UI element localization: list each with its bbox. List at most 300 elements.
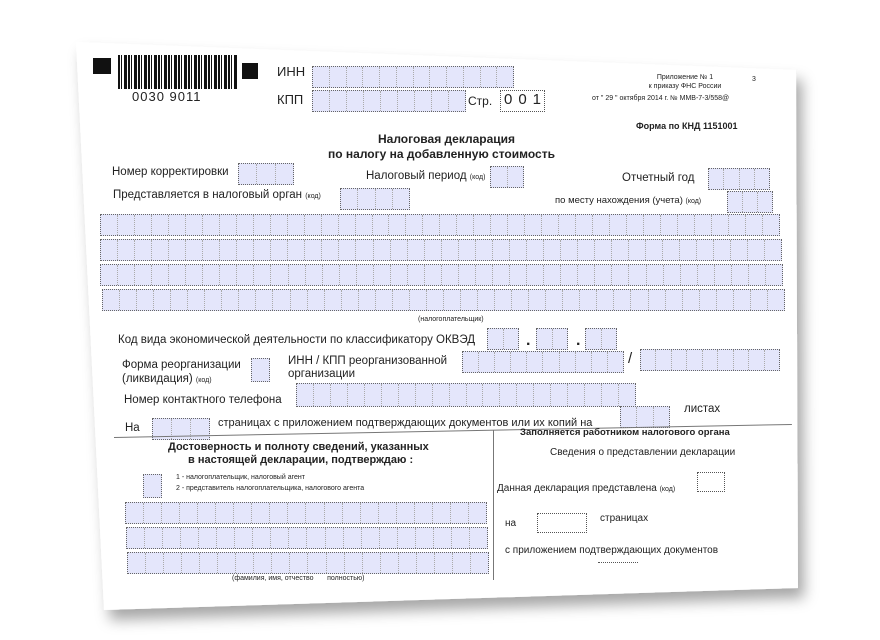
input-cell[interactable]	[649, 290, 666, 310]
input-cell[interactable]	[146, 553, 164, 573]
input-cell[interactable]	[180, 503, 198, 523]
input-cell[interactable]	[391, 265, 408, 285]
input-cell[interactable]	[152, 265, 169, 285]
input-cell[interactable]	[126, 503, 144, 523]
input-cell[interactable]	[339, 215, 356, 235]
input-cell[interactable]	[731, 240, 748, 260]
input-cell[interactable]	[459, 240, 476, 260]
input-cell[interactable]	[560, 352, 576, 372]
input-cell[interactable]	[493, 265, 510, 285]
input-cell[interactable]	[608, 352, 623, 372]
input-cell[interactable]	[602, 329, 617, 349]
input-cell[interactable]	[525, 215, 542, 235]
correction-input[interactable]	[238, 163, 294, 185]
input-cell[interactable]	[647, 265, 664, 285]
input-cell[interactable]	[451, 503, 469, 523]
input-cell[interactable]	[152, 215, 169, 235]
input-cell[interactable]	[399, 553, 417, 573]
input-cell[interactable]	[627, 215, 644, 235]
input-cell[interactable]	[734, 290, 751, 310]
okved-input-2[interactable]	[536, 328, 568, 350]
input-cell[interactable]	[602, 384, 619, 406]
input-cell[interactable]	[749, 350, 764, 370]
input-cell[interactable]	[495, 352, 511, 372]
input-cell[interactable]	[457, 215, 474, 235]
input-cell[interactable]	[305, 240, 322, 260]
input-cell[interactable]	[374, 240, 391, 260]
input-cell[interactable]	[444, 290, 461, 310]
input-cell[interactable]	[203, 215, 220, 235]
input-cell[interactable]	[199, 528, 217, 548]
input-cell[interactable]	[467, 384, 484, 406]
input-cell[interactable]	[561, 265, 578, 285]
input-cell[interactable]	[358, 189, 375, 209]
input-cell[interactable]	[476, 265, 493, 285]
input-cell[interactable]	[593, 215, 610, 235]
input-cell[interactable]	[504, 329, 519, 349]
input-cell[interactable]	[374, 265, 391, 285]
input-cell[interactable]	[442, 265, 459, 285]
input-cell[interactable]	[393, 290, 410, 310]
input-cell[interactable]	[619, 384, 635, 406]
input-cell[interactable]	[330, 67, 347, 87]
input-cell[interactable]	[511, 352, 527, 372]
input-cell[interactable]	[698, 265, 715, 285]
input-cell[interactable]	[363, 67, 380, 87]
input-cell[interactable]	[348, 384, 365, 406]
input-cell[interactable]	[308, 290, 325, 310]
input-cell[interactable]	[398, 528, 416, 548]
input-cell[interactable]	[500, 384, 517, 406]
input-cell[interactable]	[646, 240, 663, 260]
input-cell[interactable]	[529, 290, 546, 310]
input-cell[interactable]	[306, 265, 323, 285]
input-cell[interactable]	[347, 91, 364, 111]
input-cell[interactable]	[397, 67, 414, 87]
signer-name-row[interactable]	[125, 502, 487, 524]
input-cell[interactable]	[252, 359, 269, 381]
input-cell[interactable]	[427, 290, 444, 310]
input-cell[interactable]	[681, 265, 698, 285]
taxpayer-name-row[interactable]	[100, 264, 783, 286]
input-cell[interactable]	[586, 329, 602, 349]
input-cell[interactable]	[433, 503, 451, 523]
input-cell[interactable]	[493, 240, 510, 260]
input-cell[interactable]	[127, 528, 145, 548]
input-cell[interactable]	[306, 503, 324, 523]
location-input[interactable]	[727, 191, 773, 213]
input-cell[interactable]	[103, 290, 120, 310]
okved-input-3[interactable]	[585, 328, 617, 350]
input-cell[interactable]	[217, 528, 235, 548]
input-cell[interactable]	[307, 528, 325, 548]
input-cell[interactable]	[478, 290, 495, 310]
input-cell[interactable]	[683, 290, 700, 310]
input-cell[interactable]	[169, 265, 186, 285]
input-cell[interactable]	[237, 240, 254, 260]
input-cell[interactable]	[289, 528, 307, 548]
input-cell[interactable]	[728, 192, 743, 212]
input-cell[interactable]	[327, 553, 345, 573]
input-cell[interactable]	[425, 240, 442, 260]
docs-count-input[interactable]	[598, 562, 638, 563]
input-cell[interactable]	[239, 164, 257, 184]
tax-authority-input[interactable]	[340, 188, 410, 210]
input-cell[interactable]	[356, 215, 373, 235]
input-cell[interactable]	[474, 215, 491, 235]
input-cell[interactable]	[715, 265, 732, 285]
input-cell[interactable]	[203, 240, 220, 260]
input-cell[interactable]	[203, 265, 220, 285]
input-cell[interactable]	[305, 215, 322, 235]
input-cell[interactable]	[469, 503, 486, 523]
signer-type-input[interactable]	[143, 474, 162, 498]
input-cell[interactable]	[322, 240, 339, 260]
input-cell[interactable]	[137, 290, 154, 310]
input-cell[interactable]	[273, 290, 290, 310]
input-cell[interactable]	[749, 265, 766, 285]
input-cell[interactable]	[449, 91, 465, 111]
input-cell[interactable]	[580, 290, 597, 310]
input-cell[interactable]	[362, 528, 380, 548]
input-cell[interactable]	[597, 290, 614, 310]
taxpayer-name-row[interactable]	[102, 289, 785, 311]
input-cell[interactable]	[271, 265, 288, 285]
input-cell[interactable]	[198, 503, 216, 523]
input-cell[interactable]	[216, 503, 234, 523]
input-cell[interactable]	[729, 215, 746, 235]
input-cell[interactable]	[488, 329, 504, 349]
input-cell[interactable]	[517, 384, 534, 406]
input-cell[interactable]	[253, 528, 271, 548]
input-cell[interactable]	[432, 91, 449, 111]
input-cell[interactable]	[288, 503, 306, 523]
taxpayer-name-row[interactable]	[100, 214, 780, 236]
input-cell[interactable]	[417, 553, 435, 573]
input-cell[interactable]	[382, 384, 399, 406]
input-cell[interactable]	[272, 553, 290, 573]
input-cell[interactable]	[732, 265, 749, 285]
input-cell[interactable]	[576, 215, 593, 235]
input-cell[interactable]	[331, 384, 348, 406]
input-cell[interactable]	[254, 265, 271, 285]
input-cell[interactable]	[656, 350, 671, 370]
input-cell[interactable]	[743, 192, 758, 212]
input-cell[interactable]	[661, 215, 678, 235]
input-cell[interactable]	[641, 350, 656, 370]
input-cell[interactable]	[410, 290, 427, 310]
input-cell[interactable]	[186, 240, 203, 260]
input-cell[interactable]	[308, 553, 326, 573]
input-cell[interactable]	[763, 215, 779, 235]
input-cell[interactable]	[672, 350, 687, 370]
input-cell[interactable]	[765, 350, 779, 370]
input-cell[interactable]	[186, 265, 203, 285]
input-cell[interactable]	[288, 240, 305, 260]
input-cell[interactable]	[344, 528, 362, 548]
input-cell[interactable]	[145, 528, 163, 548]
input-cell[interactable]	[376, 290, 393, 310]
input-cell[interactable]	[758, 192, 772, 212]
sheets-input[interactable]	[620, 406, 670, 428]
input-cell[interactable]	[553, 329, 568, 349]
input-cell[interactable]	[343, 503, 361, 523]
input-cell[interactable]	[471, 553, 488, 573]
input-cell[interactable]	[120, 290, 137, 310]
input-cell[interactable]	[629, 265, 646, 285]
input-cell[interactable]	[680, 240, 697, 260]
input-cell[interactable]	[430, 67, 447, 87]
okved-input-1[interactable]	[487, 328, 519, 350]
input-cell[interactable]	[663, 240, 680, 260]
input-cell[interactable]	[235, 528, 253, 548]
input-cell[interactable]	[621, 407, 637, 427]
input-cell[interactable]	[364, 91, 381, 111]
input-cell[interactable]	[479, 352, 495, 372]
input-cell[interactable]	[380, 67, 397, 87]
input-cell[interactable]	[323, 265, 340, 285]
input-cell[interactable]	[220, 265, 237, 285]
input-cell[interactable]	[347, 67, 364, 87]
input-cell[interactable]	[491, 167, 508, 187]
input-cell[interactable]	[453, 553, 471, 573]
input-cell[interactable]	[476, 240, 493, 260]
input-cell[interactable]	[709, 169, 724, 189]
input-cell[interactable]	[118, 215, 135, 235]
input-cell[interactable]	[629, 240, 646, 260]
input-cell[interactable]	[381, 553, 399, 573]
input-cell[interactable]	[527, 352, 543, 372]
input-cell[interactable]	[254, 215, 271, 235]
input-cell[interactable]	[585, 384, 602, 406]
input-cell[interactable]	[393, 189, 409, 209]
input-cell[interactable]	[697, 240, 714, 260]
input-cell[interactable]	[664, 265, 681, 285]
input-cell[interactable]	[576, 352, 592, 372]
input-cell[interactable]	[397, 503, 415, 523]
input-cell[interactable]	[239, 290, 256, 310]
input-cell[interactable]	[271, 528, 289, 548]
input-cell[interactable]	[356, 240, 373, 260]
input-cell[interactable]	[257, 164, 275, 184]
input-cell[interactable]	[237, 215, 254, 235]
input-cell[interactable]	[408, 265, 425, 285]
phone-input[interactable]	[296, 383, 636, 407]
input-cell[interactable]	[322, 215, 339, 235]
input-cell[interactable]	[171, 290, 188, 310]
input-cell[interactable]	[222, 290, 239, 310]
input-cell[interactable]	[135, 240, 152, 260]
input-cell[interactable]	[718, 350, 733, 370]
input-cell[interactable]	[118, 265, 135, 285]
input-cell[interactable]	[389, 215, 406, 235]
input-cell[interactable]	[252, 503, 270, 523]
input-cell[interactable]	[512, 290, 529, 310]
input-cell[interactable]	[288, 215, 305, 235]
input-cell[interactable]	[276, 164, 293, 184]
submitted-code-input[interactable]	[697, 472, 725, 492]
tax-period-input[interactable]	[490, 166, 524, 188]
input-cell[interactable]	[527, 265, 544, 285]
input-cell[interactable]	[559, 215, 576, 235]
input-cell[interactable]	[447, 67, 464, 87]
input-cell[interactable]	[712, 215, 729, 235]
input-cell[interactable]	[326, 528, 344, 548]
input-cell[interactable]	[537, 329, 553, 349]
input-cell[interactable]	[644, 215, 661, 235]
input-cell[interactable]	[291, 290, 308, 310]
input-cell[interactable]	[578, 240, 595, 260]
input-cell[interactable]	[342, 290, 359, 310]
taxpayer-name-row[interactable]	[100, 239, 782, 261]
input-cell[interactable]	[340, 265, 357, 285]
input-cell[interactable]	[748, 240, 765, 260]
input-cell[interactable]	[746, 215, 763, 235]
input-cell[interactable]	[325, 290, 342, 310]
input-cell[interactable]	[631, 290, 648, 310]
signer-name-row[interactable]	[127, 552, 489, 574]
input-cell[interactable]	[408, 240, 425, 260]
input-cell[interactable]	[491, 215, 508, 235]
input-cell[interactable]	[544, 240, 561, 260]
input-cell[interactable]	[181, 528, 199, 548]
input-cell[interactable]	[380, 528, 398, 548]
input-cell[interactable]	[330, 91, 347, 111]
input-cell[interactable]	[101, 215, 118, 235]
input-cell[interactable]	[182, 553, 200, 573]
input-cell[interactable]	[163, 528, 181, 548]
input-cell[interactable]	[614, 290, 631, 310]
input-cell[interactable]	[470, 528, 487, 548]
input-cell[interactable]	[415, 91, 432, 111]
input-cell[interactable]	[186, 215, 203, 235]
input-cell[interactable]	[464, 67, 481, 87]
input-cell[interactable]	[751, 290, 768, 310]
input-cell[interactable]	[271, 215, 288, 235]
input-cell[interactable]	[734, 350, 749, 370]
input-cell[interactable]	[414, 67, 431, 87]
input-cell[interactable]	[695, 215, 712, 235]
input-cell[interactable]	[188, 290, 205, 310]
input-cell[interactable]	[495, 290, 512, 310]
input-cell[interactable]	[434, 528, 452, 548]
inn-input[interactable]	[312, 66, 514, 88]
input-cell[interactable]	[256, 290, 273, 310]
input-cell[interactable]	[314, 384, 331, 406]
input-cell[interactable]	[297, 384, 314, 406]
input-cell[interactable]	[561, 240, 578, 260]
input-cell[interactable]	[254, 240, 271, 260]
input-cell[interactable]	[595, 240, 612, 260]
input-cell[interactable]	[313, 91, 330, 111]
input-cell[interactable]	[236, 553, 254, 573]
input-cell[interactable]	[363, 553, 381, 573]
input-cell[interactable]	[399, 384, 416, 406]
input-cell[interactable]	[416, 384, 433, 406]
input-cell[interactable]	[592, 352, 608, 372]
input-cell[interactable]	[398, 91, 415, 111]
reorg-kpp-input[interactable]	[640, 349, 780, 371]
input-cell[interactable]	[357, 265, 374, 285]
input-cell[interactable]	[508, 167, 524, 187]
input-cell[interactable]	[463, 352, 479, 372]
input-cell[interactable]	[271, 240, 288, 260]
input-cell[interactable]	[169, 240, 186, 260]
input-cell[interactable]	[416, 528, 434, 548]
input-cell[interactable]	[101, 240, 118, 260]
input-cell[interactable]	[270, 503, 288, 523]
input-cell[interactable]	[341, 189, 358, 209]
input-cell[interactable]	[415, 503, 433, 523]
kpp-input[interactable]	[312, 90, 466, 112]
input-cell[interactable]	[481, 67, 498, 87]
input-cell[interactable]	[218, 553, 236, 573]
input-cell[interactable]	[766, 265, 782, 285]
input-cell[interactable]	[359, 290, 376, 310]
input-cell[interactable]	[610, 215, 627, 235]
input-cell[interactable]	[510, 265, 527, 285]
input-cell[interactable]	[440, 215, 457, 235]
input-cell[interactable]	[442, 240, 459, 260]
input-cell[interactable]	[406, 215, 423, 235]
input-cell[interactable]	[423, 215, 440, 235]
input-cell[interactable]	[237, 265, 254, 285]
input-cell[interactable]	[612, 265, 629, 285]
input-cell[interactable]	[289, 265, 306, 285]
input-cell[interactable]	[361, 503, 379, 523]
input-cell[interactable]	[578, 265, 595, 285]
input-cell[interactable]	[714, 240, 731, 260]
input-cell[interactable]	[765, 240, 781, 260]
input-cell[interactable]	[546, 290, 563, 310]
reorg-inn-input[interactable]	[462, 351, 624, 373]
input-cell[interactable]	[510, 240, 527, 260]
input-cell[interactable]	[290, 553, 308, 573]
input-cell[interactable]	[234, 503, 252, 523]
input-cell[interactable]	[700, 290, 717, 310]
input-cell[interactable]	[220, 215, 237, 235]
input-cell[interactable]	[376, 189, 393, 209]
input-cell[interactable]	[205, 290, 222, 310]
input-cell[interactable]	[162, 503, 180, 523]
input-cell[interactable]	[740, 169, 755, 189]
input-cell[interactable]	[164, 553, 182, 573]
input-cell[interactable]	[717, 290, 734, 310]
input-cell[interactable]	[595, 265, 612, 285]
input-cell[interactable]	[724, 169, 739, 189]
input-cell[interactable]	[381, 91, 398, 111]
input-cell[interactable]	[135, 215, 152, 235]
input-cell[interactable]	[542, 215, 559, 235]
input-cell[interactable]	[459, 265, 476, 285]
input-cell[interactable]	[152, 240, 169, 260]
input-cell[interactable]	[154, 290, 171, 310]
input-cell[interactable]	[755, 169, 769, 189]
input-cell[interactable]	[101, 265, 118, 285]
input-cell[interactable]	[220, 240, 237, 260]
input-cell[interactable]	[391, 240, 408, 260]
input-cell[interactable]	[379, 503, 397, 523]
reorg-input[interactable]	[251, 358, 270, 382]
input-cell[interactable]	[461, 290, 478, 310]
input-cell[interactable]	[568, 384, 585, 406]
input-cell[interactable]	[543, 352, 559, 372]
input-cell[interactable]	[551, 384, 568, 406]
input-cell[interactable]	[435, 553, 453, 573]
input-cell[interactable]	[365, 384, 382, 406]
input-cell[interactable]	[508, 215, 525, 235]
input-cell[interactable]	[345, 553, 363, 573]
